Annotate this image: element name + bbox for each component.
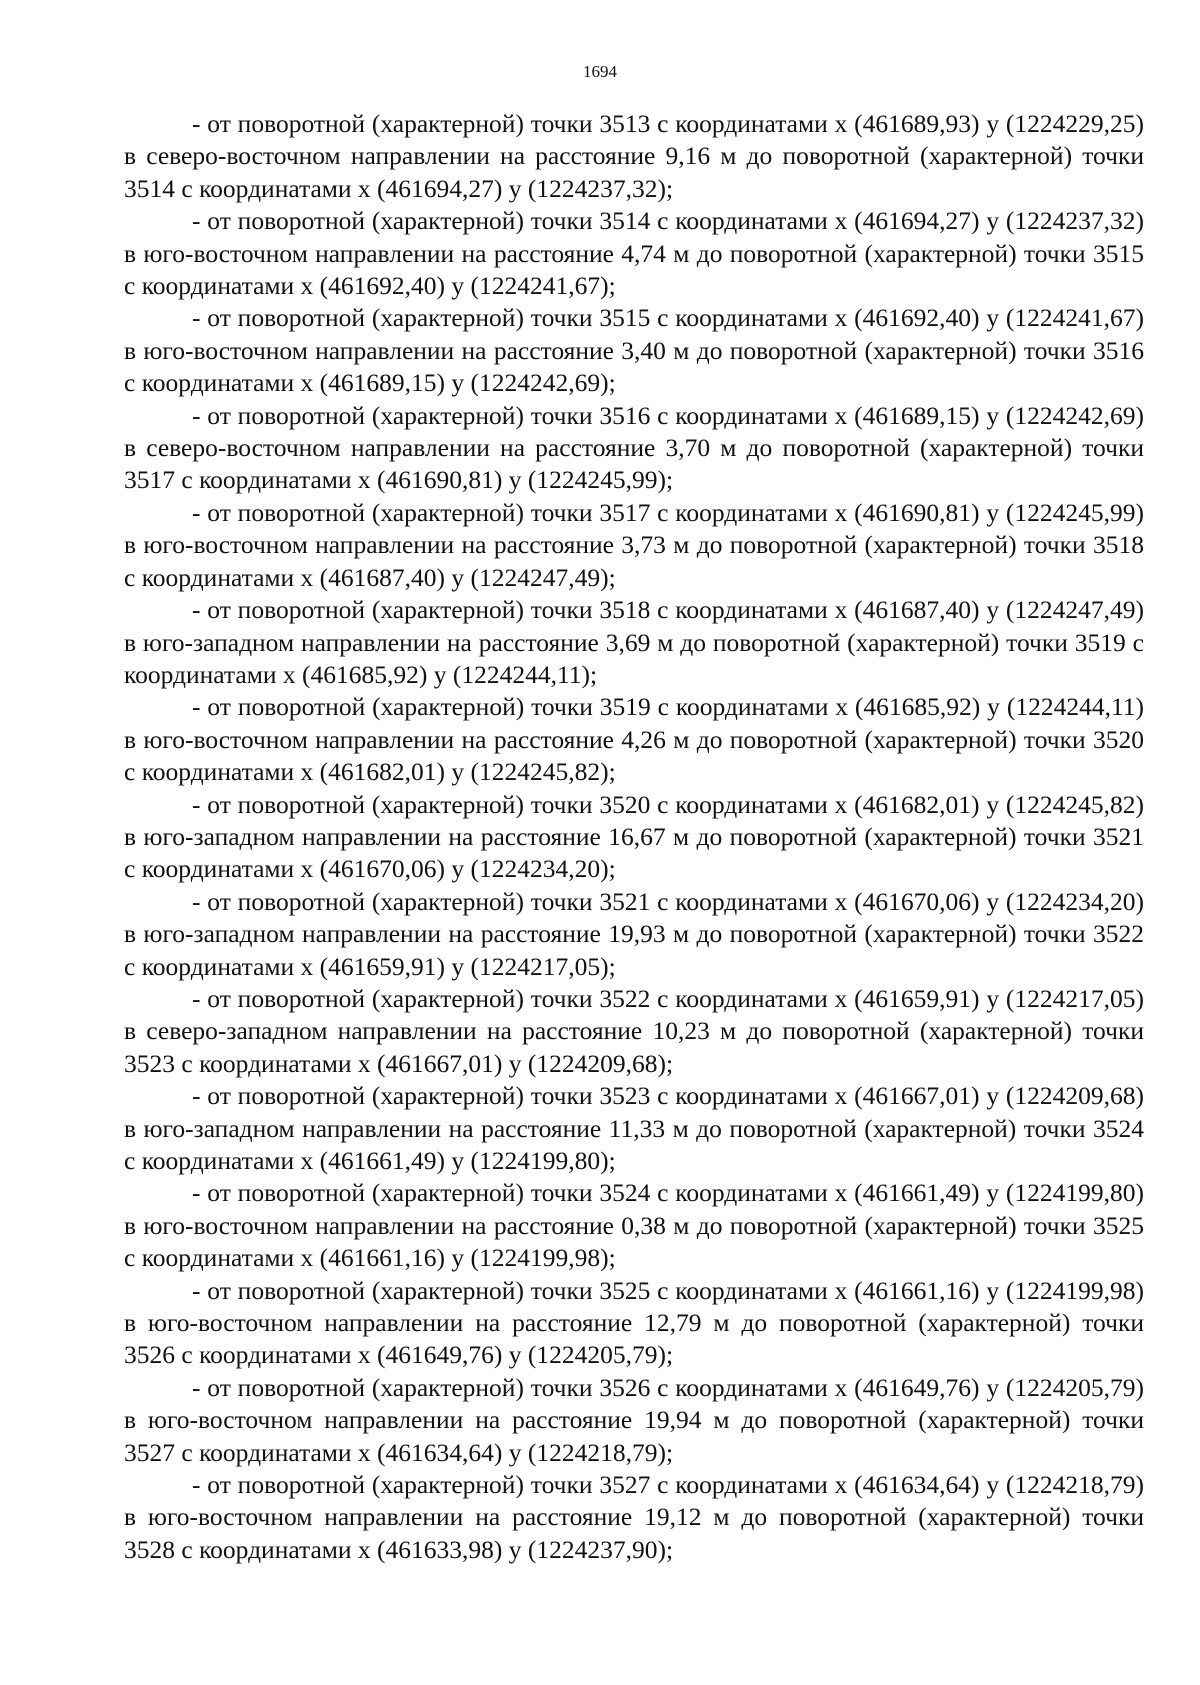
document-body (124, 108, 1144, 1566)
paragraph-point-3524: - от поворотной (характерной) точки 3524 с координатами х (461661,49) у (1224199,80) в юго-восточном направлении на расстояние 0,38 м до поворотной (характерной) точки 3525 с координатами х (461661,16) у (1224199,98); (124, 1178, 1144, 1273)
paragraph-point-3521: - от поворотной (характерной) точки 3521 с координатами х (461670,06) у (1224234,20) в юго-западном направлении на расстояние 19,93 м до поворотной (характерной) точки 3522 с координатами х (461659,91) у (1224217,05); (124, 886, 1144, 981)
paragraph-point-3517: - от поворотной (характерной) точки 3517 с координатами х (461690,81) у (1224245,99) в юго-восточном направлении на расстояние 3,73 м до поворотной (характерной) точки 3518 с координатами х (461687,40) у (1224247,49); (124, 497, 1144, 592)
paragraph-point-3526: - от поворотной (характерной) точки 3526 с координатами х (461649,76) у (1224205,79) в юго-восточном направлении на расстояние 19,94 м до поворотной (характерной) точки 3527 с координатами х (461634,64) у (1224218,79); (124, 1372, 1144, 1467)
paragraph-point-3513: - от поворотной (характерной) точки 3513 с координатами х (461689,93) у (1224229,25) в северо-восточном направлении на расстояние 9,16 м до поворотной (характерной) точки 3514 с координатами х (461694,27) у (1224237,32); (124, 109, 1144, 203)
paragraph-point-3518: - от поворотной (характерной) точки 3518 с координатами х (461687,40) у (1224247,49) в юго-западном направлении на расстояние 3,69 м до поворотной (характерной) точки 3519 с координатами х (461685,92) у (1224244,11); (124, 595, 1144, 689)
paragraph-point-3514: - от поворотной (характерной) точки 3514 с координатами х (461694,27) у (1224237,32) в юго-восточном направлении на расстояние 4,74 м до поворотной (характерной) точки 3515 с координатами х (461692,40) у (1224241,67); (124, 206, 1144, 301)
paragraph-point-3522: - от поворотной (характерной) точки 3522 с координатами х (461659,91) у (1224217,05) в северо-западном направлении на расстояние 10,23 м до поворотной (характерной) точки 3523 с координатами х (461667,01) у (1224209,68); (124, 983, 1144, 1078)
paragraph-point-3515: - от поворотной (характерной) точки 3515 с координатами х (461692,40) у (1224241,67) в юго-восточном направлении на расстояние 3,40 м до поворотной (характерной) точки 3516 с координатами х (461689,15) у (1224242,69); (124, 303, 1144, 398)
paragraph-point-3519: - от поворотной (характерной) точки 3519 с координатами х (461685,92) у (1224244,11) в юго-восточном направлении на расстояние 4,26 м до поворотной (характерной) точки 3520 с координатами х (461682,01) у (1224245,82); (124, 692, 1144, 787)
page-number: 1694 (583, 62, 617, 81)
paragraph-point-3527: - от поворотной (характерной) точки 3527 с координатами х (461634,64) у (1224218,79) в юго-восточном направлении на расстояние 19,12 м до поворотной (характерной) точки 3528 с координатами х (461633,98) у (1224237,90); (124, 1470, 1144, 1564)
paragraph-point-3525: - от поворотной (характерной) точки 3525 с координатами х (461661,16) у (1224199,98) в юго-восточном направлении на расстояние 12,79 м до поворотной (характерной) точки 3526 с координатами х (461649,76) у (1224205,79); (124, 1275, 1144, 1370)
paragraph-point-3516: - от поворотной (характерной) точки 3516 с координатами х (461689,15) у (1224242,69) в северо-восточном направлении на расстояние 3,70 м до поворотной (характерной) точки 3517 с координатами х (461690,81) у (1224245,99); (124, 400, 1144, 495)
paragraph-point-3520: - от поворотной (характерной) точки 3520 с координатами х (461682,01) у (1224245,82) в юго-западном направлении на расстояние 16,67 м до поворотной (характерной) точки 3521 с координатами х (461670,06) у (1224234,20); (124, 789, 1144, 884)
paragraph-point-3523: - от поворотной (характерной) точки 3523 с координатами х (461667,01) у (1224209,68) в юго-западном направлении на расстояние 11,33 м до поворотной (характерной) точки 3524 с координатами х (461661,49) у (1224199,80); (124, 1081, 1144, 1175)
